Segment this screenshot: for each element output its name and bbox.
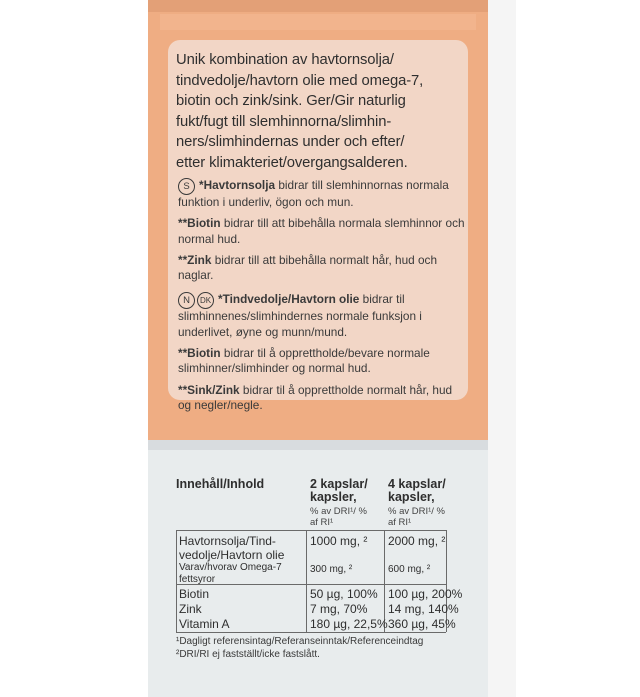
row-value-4caps: 2000 mg, ²: [388, 534, 446, 548]
row-value-2caps: 1000 mg, ²: [310, 534, 368, 548]
norway-badge: N: [178, 292, 195, 309]
row-value-4caps: 100 µg, 200%: [388, 587, 463, 601]
table-divider: [176, 530, 177, 632]
footnote: ¹Dagligt referensintag/Referanseinntak/Referenceindtag: [176, 636, 424, 647]
table-divider: [306, 530, 307, 632]
intro-line: Unik kombination av havtornsolja/: [176, 52, 394, 68]
claim-se-biotin: **Biotin bidrar till att bibehålla normala slemhinnor och normal hud.: [178, 216, 465, 246]
row-value-2caps: 50 µg, 100%: [310, 587, 378, 601]
table-rule: [176, 530, 446, 531]
denmark-badge: DK: [197, 292, 214, 309]
footnote: ²DRI/RI ej fastställt/icke fastslått.: [176, 648, 320, 660]
table-header-label: Innehåll/Inhold: [176, 477, 265, 491]
row-name: Varav/hvorav Omega-7 fettsyror: [179, 562, 282, 585]
claim-nodk-zinc: **Sink/Zink bidrar til å opprettholde normalt hår, hud og negler/negle.: [178, 382, 453, 412]
sweden-badge: S: [178, 178, 195, 195]
row-name: Havtornsolja/Tind- vedolje/Havtorn olie: [179, 534, 285, 562]
intro-text: [176, 50, 466, 174]
intro-line: fukt/fugt till slemhinnorna/slimhin-: [176, 113, 392, 130]
intro-line: biotin och zink/sink. Ger/Gir naturlig: [176, 93, 406, 110]
footnotes: [176, 636, 476, 661]
claim-nodk-seabuckthorn: N DK *Tindvedolje/Havtorn olie bidrar til slimhinnenes/slimhindernes normale funksjon i underlivet, øyne og munn/mund.: [178, 292, 422, 339]
claim-se-seabuckthorn: S *Havtornsolja bidrar till slemhinnornas normala funktion i underliv, ögon och mun.: [178, 178, 449, 209]
row-name: Biotin: [179, 587, 210, 601]
row-value-2caps: 7 mg, 70%: [310, 602, 368, 616]
row-value-2caps: 300 mg, ²: [310, 564, 353, 575]
col1-title: 2 kapslar/ kapsler,: [310, 477, 368, 504]
row-name: Vitamin A: [179, 617, 230, 631]
claim-se-zinc: **Zink bidrar till att bibehålla normalt hår, hud och naglar.: [178, 252, 438, 283]
row-value-4caps: 600 mg, ²: [388, 564, 431, 575]
box-top-edge: [160, 14, 476, 30]
table-rule: [176, 632, 446, 633]
intro-line: tindvedolje/havtorn olie med omega-7,: [176, 72, 424, 89]
row-value-2caps: 180 µg, 22,5%: [310, 617, 388, 631]
box-side: [488, 0, 516, 697]
row-name: Zink: [179, 602, 202, 616]
row-value-4caps: 360 µg, 45%: [388, 617, 456, 631]
col1-sub: % av DRI¹/ % af RI¹: [310, 506, 368, 528]
claim-nodk-biotin: **Biotin bidrar til å opprettholde/bevare normale slimhinner/slimhinder og normal hud.: [178, 346, 430, 376]
col2-sub: % av DRI¹/ % af RI¹: [388, 506, 446, 528]
health-claims: [178, 178, 468, 419]
intro-line: ners/slimhindernas under och efter/: [176, 134, 405, 151]
col2-title: 4 kapslar/ kapsler,: [388, 477, 446, 504]
row-value-4caps: 14 mg, 140%: [388, 602, 459, 616]
box-top-flap: [148, 0, 488, 12]
intro-line: etter klimakteriet/overgangsalderen.: [176, 154, 408, 171]
